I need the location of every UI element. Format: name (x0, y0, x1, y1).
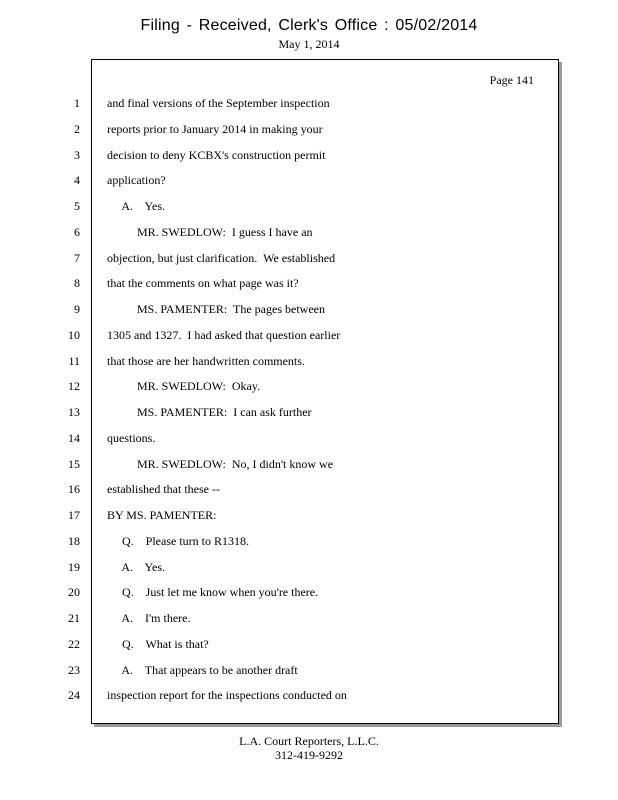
line-number: 21 (68, 611, 80, 625)
line-text: decision to deny KCBX's construction permit (107, 148, 326, 162)
line-number: 1 (74, 96, 80, 110)
line-text: MR. SWEDLOW: No, I didn't know we (107, 457, 334, 471)
line-text: established that these -- (107, 482, 220, 496)
reporter-company: L.A. Court Reporters, L.L.C. (239, 734, 379, 748)
line-number: 16 (68, 482, 80, 496)
line-number: 11 (68, 354, 80, 368)
line-text: A. I'm there. (107, 611, 191, 625)
line-number: 19 (68, 560, 80, 574)
line-number: 4 (74, 173, 80, 187)
line-number: 13 (68, 405, 80, 419)
line-text: that those are her handwritten comments. (107, 354, 305, 368)
line-number: 8 (74, 276, 80, 290)
page-number: Page 141 (489, 73, 534, 87)
line-text: MS. PAMENTER: I can ask further (107, 405, 312, 419)
line-number: 18 (68, 534, 80, 548)
line-number: 22 (68, 637, 80, 651)
reporter-phone: 312-419-9292 (275, 748, 343, 762)
line-text: application? (107, 173, 166, 187)
line-number: 7 (74, 251, 80, 265)
line-text: 1305 and 1327. I had asked that question earlier (107, 328, 341, 342)
line-number: 12 (68, 379, 80, 393)
line-text: that the comments on what page was it? (107, 276, 299, 290)
line-number: 17 (68, 508, 80, 522)
line-number: 24 (68, 688, 80, 702)
line-text: A. That appears to be another draft (107, 663, 298, 677)
line-number: 3 (74, 148, 80, 162)
line-text: A. Yes. (107, 560, 166, 574)
line-text: Q. Just let me know when you're there. (107, 585, 319, 599)
deposition-date: May 1, 2014 (278, 37, 340, 51)
line-text: BY MS. PAMENTER: (107, 508, 217, 522)
line-text: reports prior to January 2014 in making your (107, 122, 323, 136)
line-number: 23 (68, 663, 80, 677)
line-text: A. Yes. (107, 199, 166, 213)
line-number: 14 (68, 431, 80, 445)
line-number: 2 (74, 122, 80, 136)
filing-stamp: Filing - Received, Clerk's Office : 05/02/2014 (140, 17, 478, 34)
line-number: 20 (68, 585, 80, 599)
line-text: questions. (107, 431, 156, 445)
line-text: Q. What is that? (107, 637, 209, 651)
line-number: 10 (68, 328, 80, 342)
line-number: 6 (74, 225, 80, 239)
line-text: objection, but just clarification. We established (107, 251, 336, 265)
line-text: MS. PAMENTER: The pages between (107, 302, 325, 316)
line-text: MR. SWEDLOW: Okay. (107, 379, 261, 393)
line-text: and final versions of the September inspection (107, 96, 330, 110)
line-number: 9 (74, 302, 80, 316)
line-number: 15 (68, 457, 80, 471)
line-text: MR. SWEDLOW: I guess I have an (107, 225, 313, 239)
line-number: 5 (74, 199, 80, 213)
line-text: inspection report for the inspections conducted on (107, 688, 347, 702)
line-text: Q. Please turn to R1318. (107, 534, 249, 548)
